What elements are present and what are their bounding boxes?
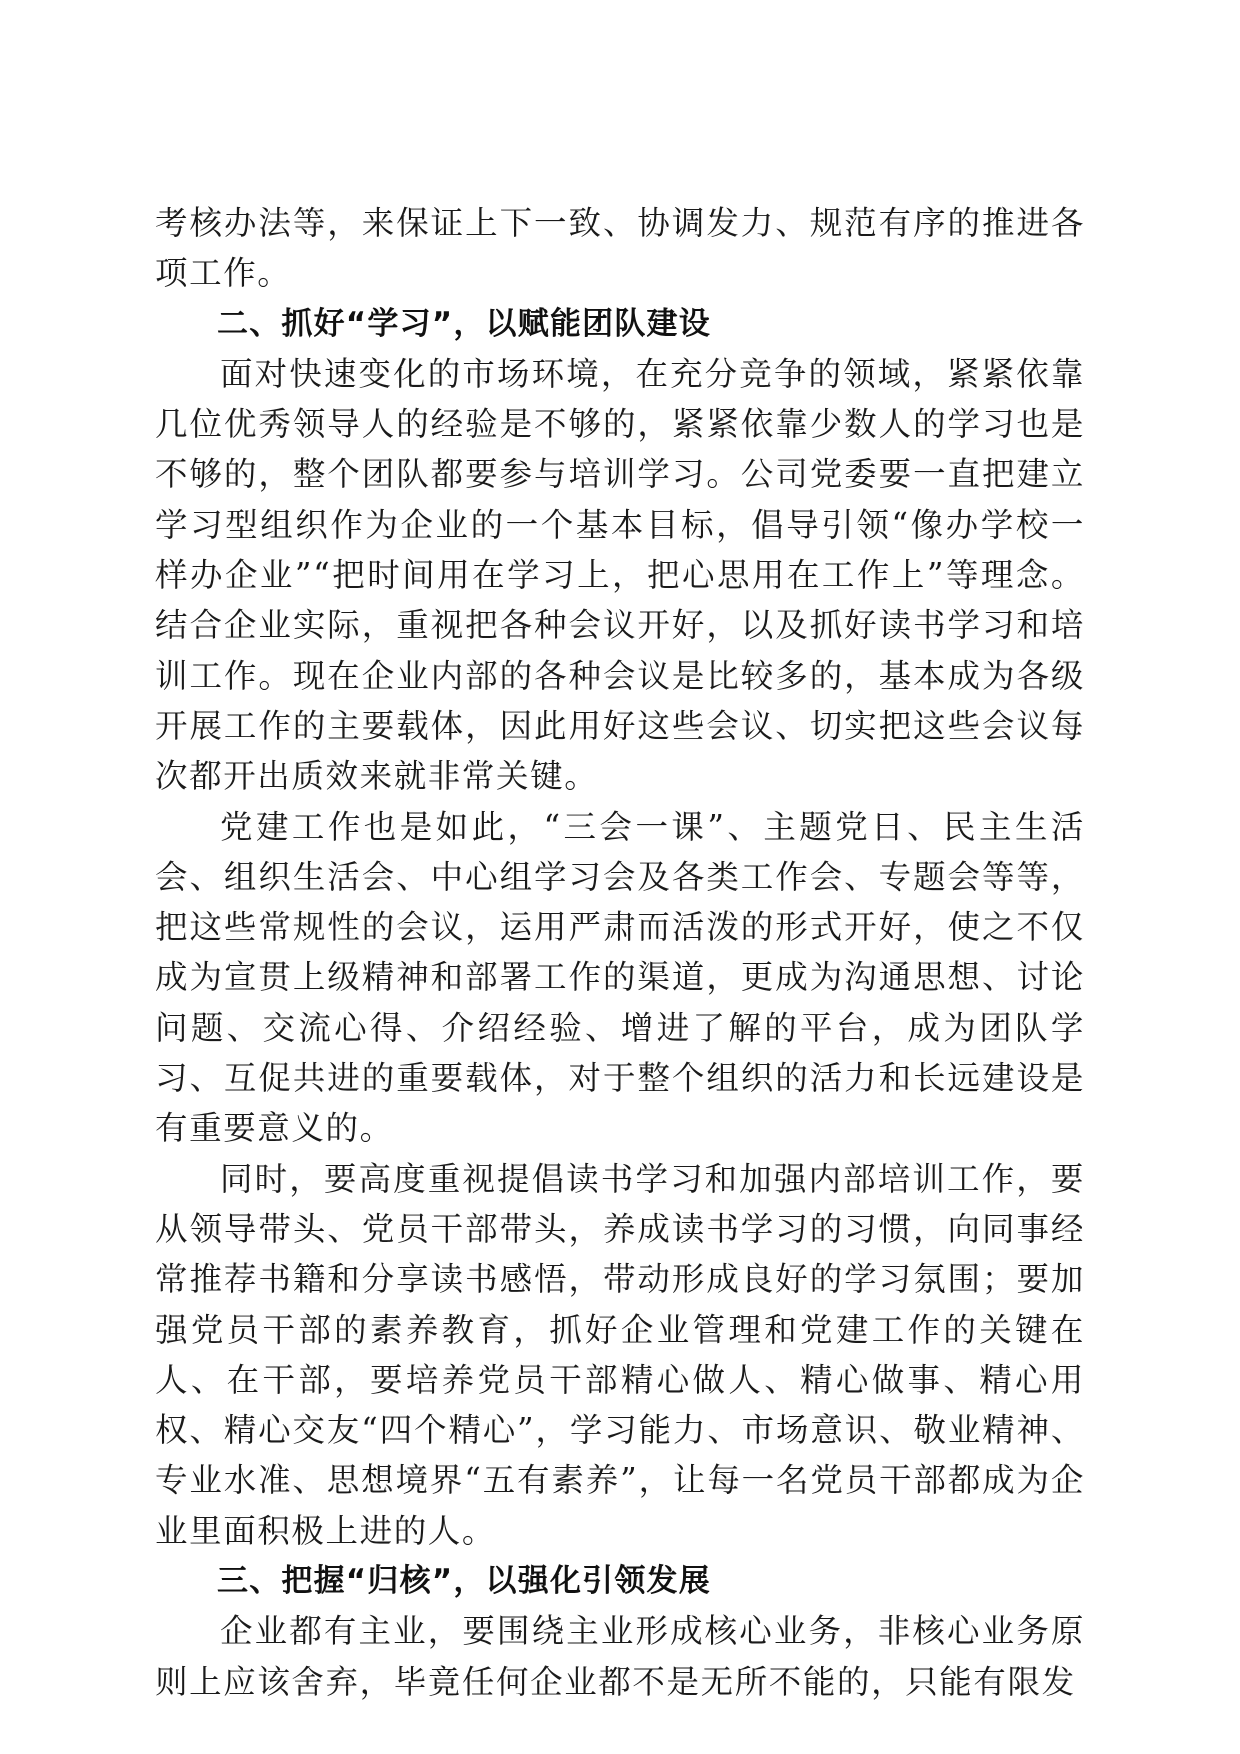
document-body [155, 198, 1085, 1707]
section-heading-3: 三、把握“归核”，以强化引领发展 [217, 1563, 711, 1600]
section-heading-2: 二、抓好“学习”，以赋能团队建设 [217, 305, 711, 342]
paragraph-core-business: 企业都有主业，要围绕主业形成核心业务，非核心业务原则上应该舍弃，毕竟任何企业都不是无所不能的，只能有限发 [155, 1612, 1085, 1701]
paragraph-party-meetings: 党建工作也是如此，“三会一课”、主题党日、民主生活会、组织生活会、中心组学习会及各类工作会、专题会等等，把这些常规性的会议，运用严肃而活泼的形式开好，使之不仅成为宣贯上级精神和部署工作的渠道，更成为沟通思想、讨论问题、交流心得、介绍经验、增进了解的平台，成为团队学习、互促共进的重要载体，对于整个组织的活力和长远建设是有重要意义的。 [155, 807, 1085, 1148]
paragraph-reading-training: 同时，要高度重视提倡读书学习和加强内部培训工作，要从领导带头、党员干部带头，养成读书学习的习惯，向同事经常推荐书籍和分享读书感悟，带动形成良好的学习氛围；要加强党员干部的素养教育，抓好企业管理和党建工作的关键在人、在干部，要培养党员干部精心做人、精心做事、精心用权、精心交友“四个精心”，学习能力、市场意识、敬业精神、专业水准、思想境界“五有素养”，让每一名党员干部都成为企业里面积极上进的人。 [155, 1159, 1085, 1550]
paragraph-continuation: 考核办法等，来保证上下一致、协调发力、规范有序的推进各项工作。 [155, 204, 1085, 293]
paragraph-learning-environment: 面对快速变化的市场环境，在充分竞争的领域，紧紧依靠几位优秀领导人的经验是不够的，紧紧依靠少数人的学习也是不够的，整个团队都要参与培训学习。公司党委要一直把建立学习型组织作为企业的一个基本目标，倡导引领“像办学校一样办企业”“把时间用在学习上，把心思用在工作上”等理念。结合企业实际，重视把各种会议开好，以及抓好读书学习和培训工作。现在企业内部的各种会议是比较多的，基本成为各级开展工作的主要载体，因此用好这些会议、切实把这些会议每次都开出质效来就非常关键。 [155, 354, 1085, 796]
